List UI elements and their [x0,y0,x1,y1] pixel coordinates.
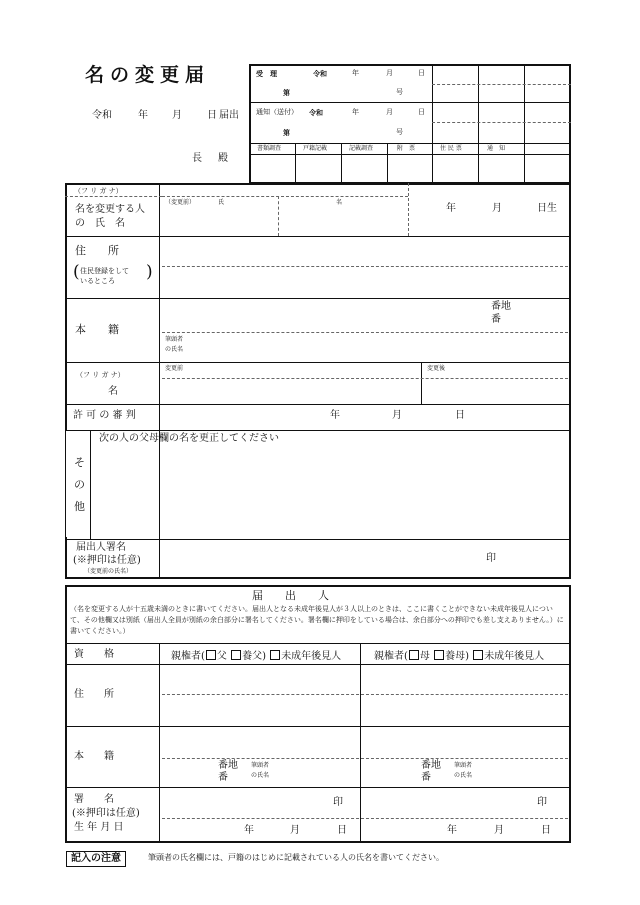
person-label-2: の 氏 名 [75,218,125,229]
person-name-field[interactable] [162,210,406,234]
notifier-hittousha-right-2: の氏名 [454,772,473,779]
address-note-1: 住民登録をして [80,267,129,275]
furigana2-label: （フ リ ガ ナ） [76,371,125,379]
notifier-ban-right: 番 [421,772,431,783]
receipt-month: 月 [386,69,393,77]
birth-year: 年 [446,203,456,214]
hittousha-1: 筆頭者 [165,336,184,343]
right-qual-p3: 未成年後見人 [484,651,545,662]
paren-right: ) [146,262,153,282]
before-change-label: （変更前） [165,199,196,206]
notifier-right-day: 日 [541,825,551,836]
notifier-hittousha-left-1: 筆頭者 [251,762,270,769]
notifier-seal-right: 印 [537,797,547,808]
ban-label: 番 [491,314,501,325]
left-qual-prefix: 親権者( [171,651,205,662]
hittousha-2: の氏名 [165,346,184,353]
adoptive-father-checkbox[interactable] [231,650,241,660]
check-6: 通 知 [487,145,506,152]
permit-year: 年 [330,410,340,421]
mother-checkbox[interactable] [409,650,419,660]
notifier-honseki-label: 本 籍 [74,751,114,762]
right-qual-p1: 母 [419,651,430,662]
sign-label-3: （変更前の氏名） [84,568,133,575]
check-4: 附 票 [397,145,416,152]
notifier-left-day: 日 [337,825,347,836]
furigana-label: （フ リ ガ ナ） [74,187,123,195]
receipt-go: 号 [396,88,403,96]
notice-month: 月 [386,108,393,116]
office-use-box [249,64,571,184]
receipt-reiwa: 令和 [313,69,327,78]
address-field[interactable] [162,239,568,295]
notifier-address-left[interactable] [162,667,357,722]
left-qual[interactable] [171,650,341,662]
addressee: 長 殿 [192,153,231,164]
check-1: 書類調査 [257,145,282,152]
notifier-address-right[interactable] [363,667,568,722]
notice-go: 号 [396,128,403,136]
footer-text: 筆頭者の氏名欄には、戸籍のはじめに記載されている人の氏名を書いてください。 [148,853,444,862]
surname-label: 氏 [218,199,225,206]
check-3: 記載調査 [349,145,374,152]
paren-left: ( [73,262,80,282]
notice-badge: 記入の注意 [66,851,126,867]
receipt-day: 日 [418,69,425,77]
honseki-field[interactable] [162,301,482,331]
right-qual-p2: 養母) [445,651,469,662]
notifier-address-label: 住 所 [74,689,114,700]
banchi-label: 番地 [491,301,511,312]
name-label: 名 [108,386,118,397]
notifier-sign-1: 署 名 [74,794,114,805]
other-label-3: 他 [74,500,85,513]
honseki-label [75,324,119,335]
left-qual-p1: 父 [216,651,227,662]
right-guardian-checkbox[interactable] [473,650,483,660]
notifier-right-year: 年 [447,825,457,836]
sign-label-2: (※押印は任意) [73,555,141,566]
signature-field[interactable] [162,542,472,576]
notice-dai: 第 [283,128,290,137]
receipt-year: 年 [352,69,359,77]
right-qual-prefix: 親権者( [374,651,408,662]
notice-day: 日 [418,108,425,116]
notifier-ban-left: 番 [218,772,228,783]
date-day: 日 [207,110,217,121]
date-era: 令和 [92,110,112,121]
after-label: 変更後 [427,365,446,372]
receipt-dai: 第 [283,88,290,97]
left-qual-p2: 養父) [242,651,266,662]
date-month: 月 [172,110,182,121]
check-2: 戸籍記載 [303,145,328,152]
father-checkbox[interactable] [206,650,216,660]
check-5: 住 民 票 [440,145,462,152]
notifier-hittousha-left-2: の氏名 [251,772,270,779]
other-label-2: の [74,478,85,491]
given-label: 名 [336,199,343,206]
left-guardian-checkbox[interactable] [270,650,280,660]
notice-label: 通知（送付） [256,108,298,116]
right-qual[interactable] [374,650,544,662]
notifier-hittousha-right-1: 筆頭者 [454,762,473,769]
notifier-left-year: 年 [244,825,254,836]
qual-label: 資 格 [74,649,114,660]
birth-day: 日生 [537,203,557,214]
other-text[interactable]: 次の人の父母欄の名を更正してください [99,433,279,444]
other-label-1: そ [74,456,85,469]
notifier-right-month: 月 [494,825,504,836]
date-suffix: 届出 [219,110,239,121]
permit-month: 月 [392,410,402,421]
notifier-banchi-left: 番地 [218,760,238,771]
notifier-note: （名を変更する人が十五歳未満のときに書いてください。届出人となる未成年後見人が３人以上のときは、ここに書くことができない未成年後見人について、その他欄又は別紙（届出人全員が別紙の余白部分に署名してください。署名欄に押印をしている場合は、余白部分への押印でも差し支えありません。）に書いてください。） [70,605,564,635]
left-qual-p3: 未成年後見人 [281,651,342,662]
notifier-banchi-right: 番地 [421,760,441,771]
adoptive-mother-checkbox[interactable] [434,650,444,660]
permit-label: 許 可 の 審 判 [73,410,136,421]
notice-reiwa: 令和 [309,108,323,117]
before-label: 変更前 [165,365,184,372]
address-note-2: いるところ [80,277,115,285]
notice-year: 年 [352,108,359,116]
address-label: 住 所 [75,244,119,257]
notifier-sign-2: (※押印は任意) [72,808,140,819]
notifier-title: 届 出 人 [252,589,329,602]
notifier-left-month: 月 [290,825,300,836]
permit-day: 日 [455,410,465,421]
sign-label-1: 届出人署名 [76,542,126,553]
form-title: 名の変更届 [85,64,211,86]
notifier-seal-left: 印 [333,797,343,808]
honseki-label-text: 本 籍 [75,323,119,336]
receipt-label: 受 理 [256,69,277,78]
person-label-1: 名を変更する人 [75,204,145,215]
birth-month: 月 [492,203,502,214]
notifier-sign-3: 生 年 月 日 [74,822,124,833]
seal-mark: 印 [486,553,496,564]
date-year: 年 [138,110,148,121]
